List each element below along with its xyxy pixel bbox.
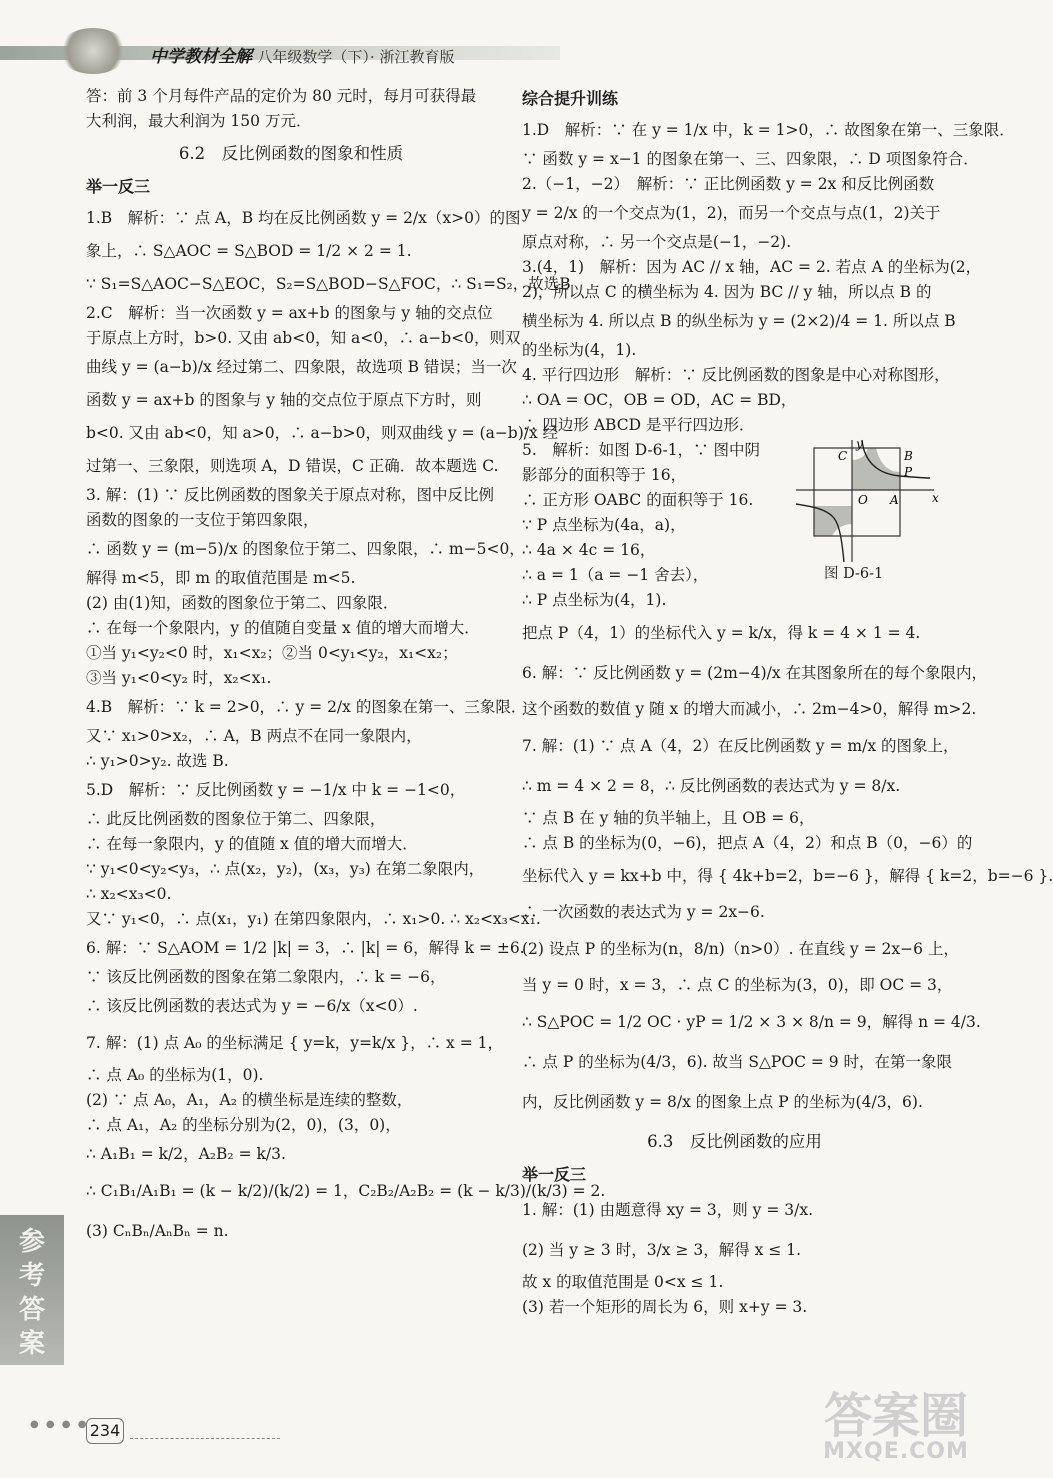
page-number: 234 (86, 1418, 124, 1444)
block-title: 综合提升训练 (522, 89, 619, 108)
section-title: 6.2 反比例函数的图象和性质 (178, 144, 404, 163)
text-line: 5.D 解析：∵ 反比例函数 y = −1/x 中 k = −1<0， (86, 781, 466, 799)
text-line: ∴ 此反比例函数的图象位于第二、四象限， (86, 810, 386, 828)
text-line: (2) 由(1)知，函数的图象位于第二、四象限． (86, 594, 399, 612)
text-line: 1.D 解析：∵ 在 y = 1/x 中，k = 1>0，∴ 故图象在第一、三象限． (522, 121, 1015, 139)
text-line: 6. 解：∵ 反比例函数 y = (2m−4)/x 在其图象所在的每个象限内， (522, 664, 988, 682)
header-text (150, 42, 454, 67)
text-line: ∴ 点 B 的坐标为(0，−6)，把点 A（4，2）和点 B（0，−6）的 (522, 834, 973, 852)
text-line: 又∵ x₁>0>x₂，∴ A，B 两点不在同一象限内， (86, 727, 422, 745)
text-line: ∵ P 点坐标为(4a，a)， (522, 516, 686, 534)
watermark-logo: 答案圈 (823, 1388, 968, 1444)
text-line: ∴ 在每一象限内，y 的值随 x 值的增大而增大． (86, 835, 418, 853)
footer-rule (130, 1438, 280, 1439)
text-line: 象上，∴ S△AOC = S△BOD = 1/2 × 2 = 1. (86, 242, 412, 260)
answer-key-tab (0, 1215, 64, 1365)
text-line: ∴ OA = OC，OB = OD，AC = BD， (522, 391, 797, 409)
answer-key-label: 参考答案 (18, 1227, 45, 1359)
text-line: 6. 解：∵ S△AOM = 1/2 |k| = 3，∴ |k| = 6，解得 k = ±6. (86, 939, 525, 957)
text-line: 影部分的面积等于 16， (522, 466, 687, 484)
text-line: ∴ 正方形 OABC 的面积等于 16. (522, 491, 754, 509)
text-line: ∴ y₁>0>y₂. 故选 B. (86, 752, 229, 770)
text-line: 7. 解：(1) 点 A₀ 的坐标满足 { y=k，y=k/x }，∴ x = 1， (86, 1034, 503, 1052)
label-o: O (858, 493, 868, 507)
section-title: 6.3 反比例函数的应用 (647, 1132, 822, 1151)
block-title: 举一反三 (522, 1165, 587, 1184)
text-line: ∵ 该反比例函数的图象在第二象限内，∴ k = −6， (86, 968, 446, 986)
text-line: 4.B 解析：∵ k = 2>0，∴ y = 2/x 的图象在第一、三象限． (86, 698, 527, 716)
text-line: 又∵ y₁<0，∴ 点(x₁，y₁) 在第四象限内，∴ x₁>0. ∴ x₂<x₃<x₁. (86, 910, 541, 928)
text-line: ③当 y₁<0<y₂ 时，x₂<x₁. (86, 669, 272, 687)
text-line: ∴ 点 A₀ 的坐标为(1，0). (86, 1066, 264, 1084)
text-line: ∵ S₁=S△AOC−S△EOC，S₂=S△BOD−S△FOC，∴ S₁=S₂，故选B (86, 275, 571, 293)
figure-block (522, 438, 947, 588)
text-line: ∴ 点 P 的坐标为(4/3，6). 故当 S△POC = 9 时，在第一象限 (522, 1053, 953, 1071)
page-header (0, 28, 560, 74)
text-line: 当 y = 0 时，x = 3，∴ 点 C 的坐标为(3，0)，即 OC = 3， (522, 976, 953, 994)
text-line: 原点对称，∴ 另一个交点是(−1，−2). (522, 233, 792, 251)
text-line: 1.B 解析：∵ 点 A，B 均在反比例函数 y = 2/x（x>0）的图 (86, 209, 521, 227)
text-line: 坐标代入 y = kx+b 中，得 { 4k+b=2，b=−6 }，解得 { k=2，b=−6 }. (522, 867, 1053, 885)
text-line: ∴ A₁B₁ = k/2，A₂B₂ = k/3. (86, 1145, 286, 1163)
text-line: ∴ 在每一个象限内，y 的值随自变量 x 值的增大而增大． (86, 619, 480, 637)
text-line: ①当 y₁<y₂<0 时，x₁<x₂；②当 0<y₁<y₂，x₁<x₂； (86, 644, 458, 662)
text-line: 于原点上方时，b>0. 又由 ab<0，知 a<0，∴ a−b<0，则双 (86, 329, 521, 347)
book-title: 中学教材全解 (150, 47, 252, 67)
figure-caption: 图 D-6-1 (824, 566, 884, 582)
text-line: 1. 解：(1) 由题意得 xy = 3，则 y = 3/x. (522, 1201, 814, 1219)
text-line: 函数的图象的一支位于第四象限， (86, 511, 319, 529)
text-line: ∴ a = 1（a = −1 舍去）， (522, 566, 709, 584)
text-line: 大利润，最大利润为 150 万元． (86, 112, 312, 130)
text-line: ∴ C₁B₁/A₁B₁ = (k − k/2)/(k/2) = 1，C₂B₂/A₂B₂ = (k − k/3)/(k/3) = 2. (86, 1182, 606, 1200)
text-line: 2.（−1，−2） 解析：∵ 正比例函数 y = 2x 和反比例函数 (522, 175, 935, 193)
header-ornament (58, 28, 128, 74)
text-line: b<0. 又由 ab<0，知 a>0，∴ a−b>0，则双曲线 y = (a−b)/x 经 (86, 424, 559, 442)
label-x: x (932, 491, 939, 505)
right-column (522, 84, 1053, 1320)
text-line: ∴ 点 A₁，A₂ 的坐标分别为(2，0)，(3，0)， (86, 1116, 401, 1134)
hyperbola-figure (792, 438, 942, 564)
text-line: 的坐标为(4，1). (522, 341, 637, 359)
text-line: ∵ 点 B 在 y 轴的负半轴上，且 OB = 6， (522, 809, 815, 827)
book-subtitle: 八年级数学（下）· 浙江教育版 (257, 48, 455, 66)
text-line: ∴ P 点坐标为(4，1). (522, 591, 667, 609)
label-b: B (904, 449, 913, 463)
text-line: 这个函数的数值 y 随 x 的增大而减小，∴ 2m−4>0，解得 m>2. (522, 700, 977, 718)
text-line: 2)，所以点 C 的横坐标为 4. 因为 BC // y 轴，所以点 B 的 (522, 283, 932, 301)
watermark (806, 1388, 986, 1464)
label-p: P (904, 465, 913, 479)
label-a: A (890, 493, 899, 507)
text-line: ∴ 四边形 ABCD 是平行四边形． (522, 416, 755, 434)
text-line: (2) ∵ 点 A₀，A₁，A₂ 的横坐标是连续的整数， (86, 1091, 413, 1109)
text-line: 答：前 3 个月每件产品的定价为 80 元时，每月可获得最 (86, 87, 477, 105)
text-line: 7. 解：(1) ∵ 点 A（4，2）在反比例函数 y = m/x 的图象上， (522, 737, 959, 755)
text-line: ∴ S△POC = 1/2 OC · yP = 1/2 × 3 × 8/n = 9，解得 n = 4/3. (522, 1013, 981, 1031)
text-line: ∴ 函数 y = (m−5)/x 的图象位于第二、四象限，∴ m−5<0， (86, 540, 525, 558)
shaded-region-1 (852, 448, 900, 490)
page-dots: ● ● ● ● (30, 1419, 89, 1430)
text-line: ∴ x₂<x₃<0. (86, 885, 172, 903)
text-line: ∴ m = 4 × 2 = 8，∴ 反比例函数的表达式为 y = 8/x. (522, 777, 901, 795)
text-line: y = 2/x 的一个交点为(1，2)，而另一个交点与点(1，2)关于 (522, 204, 941, 222)
shaded-region-2 (814, 506, 852, 536)
text-line: (2) 设点 P 的坐标为(n，8/n)（n>0）. 在直线 y = 2x−6 上， (522, 940, 959, 958)
text-line: 5. 解析：如图 D-6-1，∵ 图中阴 (522, 441, 761, 459)
text-line: 曲线 y = (a−b)/x 经过第二、四象限，故选项 B 错误；当一次 (86, 358, 517, 376)
label-c: C (838, 449, 848, 463)
text-line: ∴ 一次函数的表达式为 y = 2x−6. (522, 903, 765, 921)
text-line: 把点 P（4，1）的坐标代入 y = k/x，得 k = 4 × 1 = 4. (522, 624, 921, 642)
text-line: 内，反比例函数 y = 8/x 的图象上点 P 的坐标为(4/3，6). (522, 1093, 923, 1111)
text-line: 过第一、三象限，则选项 A，D 错误，C 正确．故本题选 C. (86, 457, 499, 475)
text-line: 2.C 解析：当一次函数 y = ax+b 的图象与 y 轴的交点位 (86, 304, 493, 322)
text-line: ∵ 函数 y = x−1 的图象在第一、三、四象限，∴ D 项图象符合． (522, 150, 979, 168)
text-line: ∴ 该反比例函数的表达式为 y = −6/x（x<0）. (86, 997, 418, 1015)
text-line: ∴ 4a × 4c = 16， (522, 541, 656, 559)
text-line: (3) 若一个矩形的周长为 6，则 x+y = 3. (522, 1298, 808, 1316)
label-y: y (856, 437, 863, 451)
text-line: (3) CₙBₙ/AₙBₙ = n. (86, 1222, 229, 1240)
text-line: 故 x 的取值范围是 0<x ≤ 1. (522, 1273, 724, 1291)
text-line: 解得 m<5，即 m 的取值范围是 m<5. (86, 569, 356, 587)
text-line: 函数 y = ax+b 的图象与 y 轴的交点位于原点下方时，则 (86, 391, 482, 409)
text-line: ∵ y₁<0<y₂<y₃，∴ 点(x₂，y₂)，(x₃，y₃) 在第二象限内， (86, 860, 485, 878)
text-line: 4. 平行四边形 解析：∵ 反比例函数的图象是中心对称图形， (522, 366, 950, 384)
text-line: (2) 当 y ≥ 3 时，3/x ≥ 3，解得 x ≤ 1. (522, 1241, 802, 1259)
block-title: 举一反三 (86, 177, 151, 196)
text-line: 横坐标为 4. 所以点 B 的纵坐标为 y = (2×2)/4 = 1. 所以点 B (522, 312, 956, 330)
text-line: 3.(4，1) 解析：因为 AC // x 轴，AC = 2. 若点 A 的坐标为(2， (522, 258, 982, 276)
text-line: 3. 解：(1) ∵ 反比例函数的图象关于原点对称，图中反比例 (86, 486, 495, 504)
watermark-url: MXQE.COM (823, 1439, 969, 1464)
